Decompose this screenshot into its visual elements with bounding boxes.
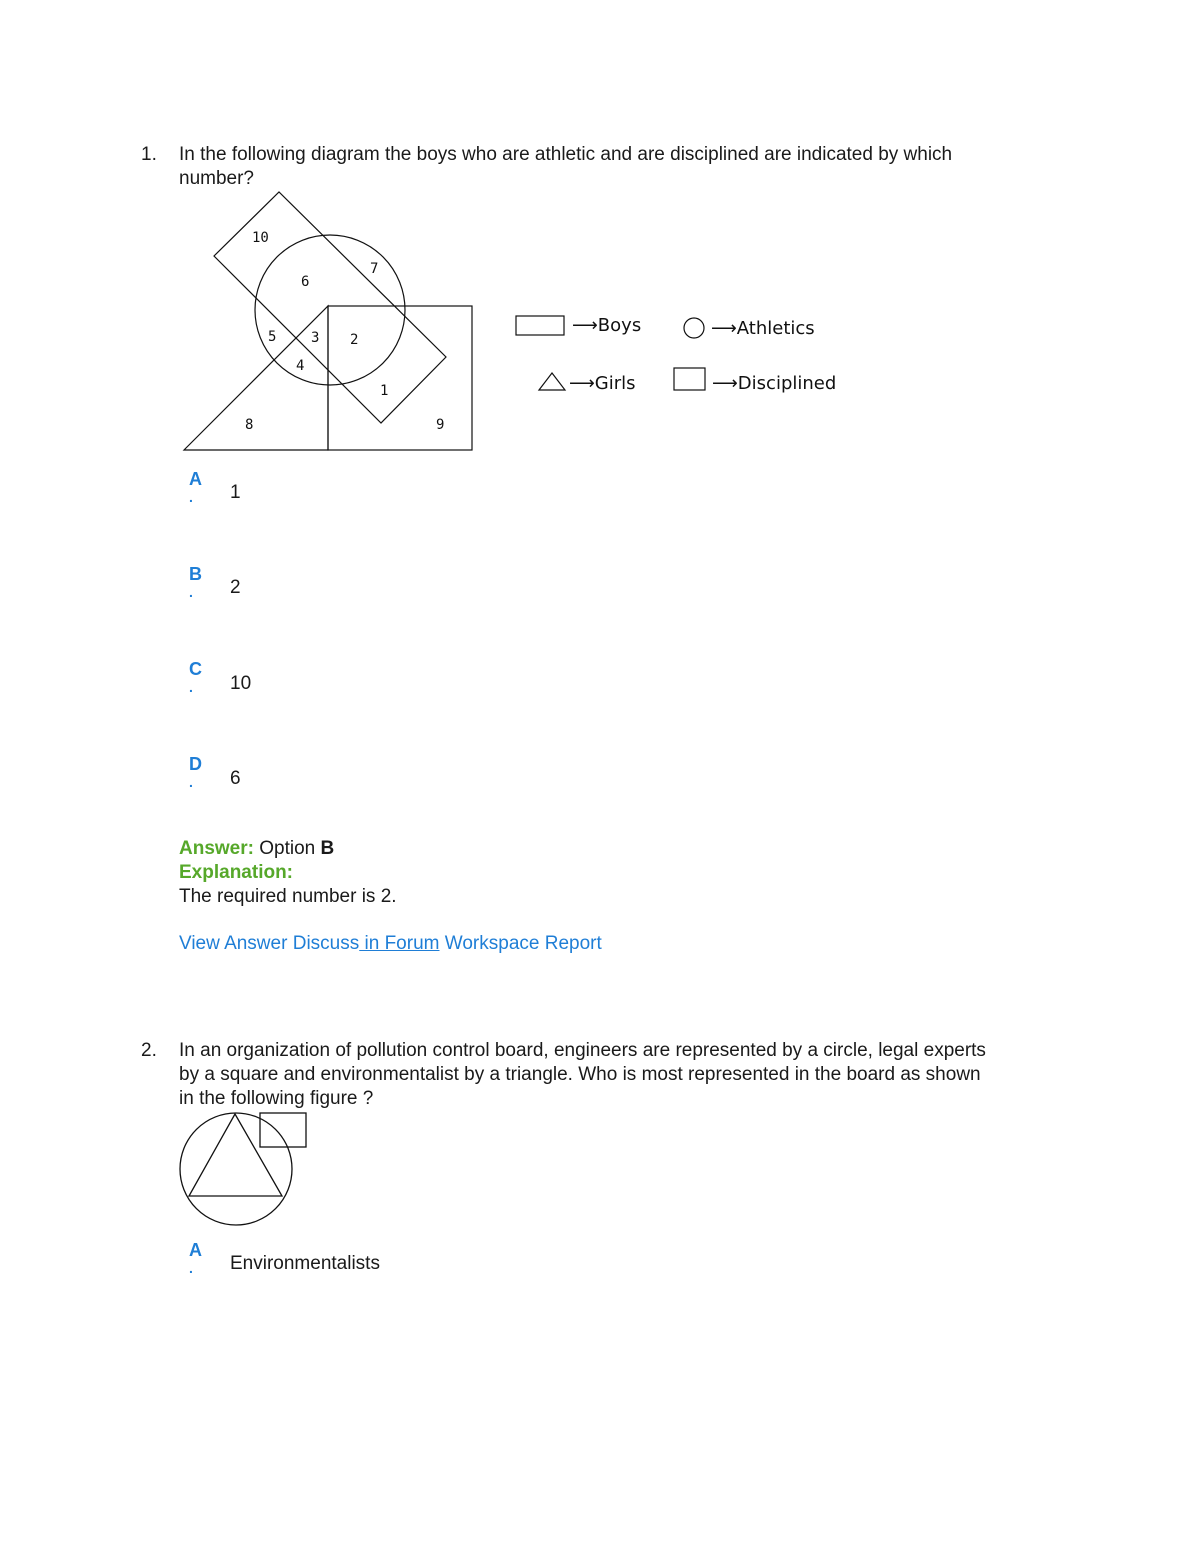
option-d-dot: . bbox=[189, 774, 193, 790]
boys-rectangle-shape bbox=[214, 192, 446, 423]
question-1-links bbox=[179, 932, 602, 956]
option-d-value: 6 bbox=[230, 768, 241, 789]
q2-option-a-value: Environmentalists bbox=[230, 1253, 380, 1274]
region-label-5: 5 bbox=[268, 329, 277, 345]
option-c-letter: C bbox=[189, 659, 202, 679]
region-label-10: 10 bbox=[252, 230, 269, 246]
girls-triangle-shape bbox=[184, 306, 328, 450]
athletics-legend-icon bbox=[684, 318, 704, 338]
disciplined-legend-icon bbox=[674, 368, 705, 390]
explanation-text: The required number is 2. bbox=[179, 886, 397, 907]
boys-legend-icon bbox=[516, 316, 564, 335]
region-label-2: 2 bbox=[350, 332, 359, 348]
region-label-6: 6 bbox=[301, 274, 310, 290]
legend-disciplined: ⟶Disciplined bbox=[712, 373, 837, 394]
region-label-3: 3 bbox=[311, 330, 320, 346]
diagram-legend bbox=[510, 305, 855, 400]
option-a-letter: A bbox=[189, 469, 202, 489]
view-answer-link[interactable]: View Answer bbox=[179, 933, 288, 954]
option-d[interactable] bbox=[189, 753, 209, 789]
girls-legend-icon bbox=[539, 373, 565, 390]
option-c[interactable] bbox=[189, 658, 209, 694]
q2-option-a-dot: . bbox=[189, 1260, 193, 1276]
explanation-label: Explanation: bbox=[179, 862, 294, 883]
option-b-letter: B bbox=[189, 564, 202, 584]
option-a[interactable] bbox=[189, 468, 209, 504]
region-label-4: 4 bbox=[296, 358, 305, 374]
question-1-text-line2: number? bbox=[179, 168, 254, 189]
environmentalist-triangle-shape bbox=[189, 1114, 282, 1196]
disciplined-square-shape bbox=[328, 306, 472, 450]
option-b[interactable] bbox=[189, 563, 209, 599]
legend-athletics: ⟶Athletics bbox=[711, 318, 815, 339]
option-c-value: 10 bbox=[230, 673, 252, 694]
question-2-text-line3: in the following figure ? bbox=[179, 1088, 374, 1109]
option-b-value: 2 bbox=[230, 577, 241, 598]
legal-experts-square-shape bbox=[260, 1113, 306, 1147]
legend-girls: ⟶Girls bbox=[569, 373, 636, 394]
option-a-dot: . bbox=[189, 489, 193, 505]
q2-option-a[interactable] bbox=[189, 1239, 209, 1275]
option-c-dot: . bbox=[189, 679, 193, 695]
report-link[interactable]: Report bbox=[544, 933, 602, 954]
legend-boys: ⟶Boys bbox=[572, 315, 642, 336]
question-2-number: 2. bbox=[141, 1040, 157, 1061]
region-label-9: 9 bbox=[436, 417, 445, 433]
question-1-number: 1. bbox=[141, 144, 157, 165]
in-forum-link[interactable]: in Forum bbox=[359, 933, 440, 954]
engineers-circle-shape bbox=[180, 1113, 292, 1225]
region-label-7: 7 bbox=[370, 261, 379, 277]
q2-option-a-letter: A bbox=[189, 1240, 202, 1260]
option-b-dot: . bbox=[189, 584, 193, 600]
discuss-link[interactable]: Discuss bbox=[292, 933, 360, 954]
athletics-circle-shape bbox=[255, 235, 405, 385]
venn-diagram bbox=[180, 190, 480, 455]
board-figure bbox=[175, 1108, 315, 1230]
option-d-letter: D bbox=[189, 754, 202, 774]
answer-value: B bbox=[320, 838, 335, 859]
question-2-text-line2: by a square and environmentalist by a triangle. Who is most represented in the board as shown bbox=[179, 1064, 981, 1085]
option-a-value: 1 bbox=[230, 482, 241, 503]
question-1-text-line1: In the following diagram the boys who are athletic and are disciplined are indicated by which bbox=[179, 144, 953, 165]
workspace-link[interactable]: Workspace bbox=[444, 933, 540, 954]
answer-label: Answer: bbox=[179, 838, 254, 859]
question-2-text-line1: In an organization of pollution control board, engineers are represented by a circle, legal experts bbox=[179, 1040, 986, 1061]
region-label-8: 8 bbox=[245, 417, 254, 433]
answer-prefix: Option bbox=[259, 838, 316, 859]
answer-line bbox=[179, 837, 334, 861]
region-label-1: 1 bbox=[380, 383, 389, 399]
